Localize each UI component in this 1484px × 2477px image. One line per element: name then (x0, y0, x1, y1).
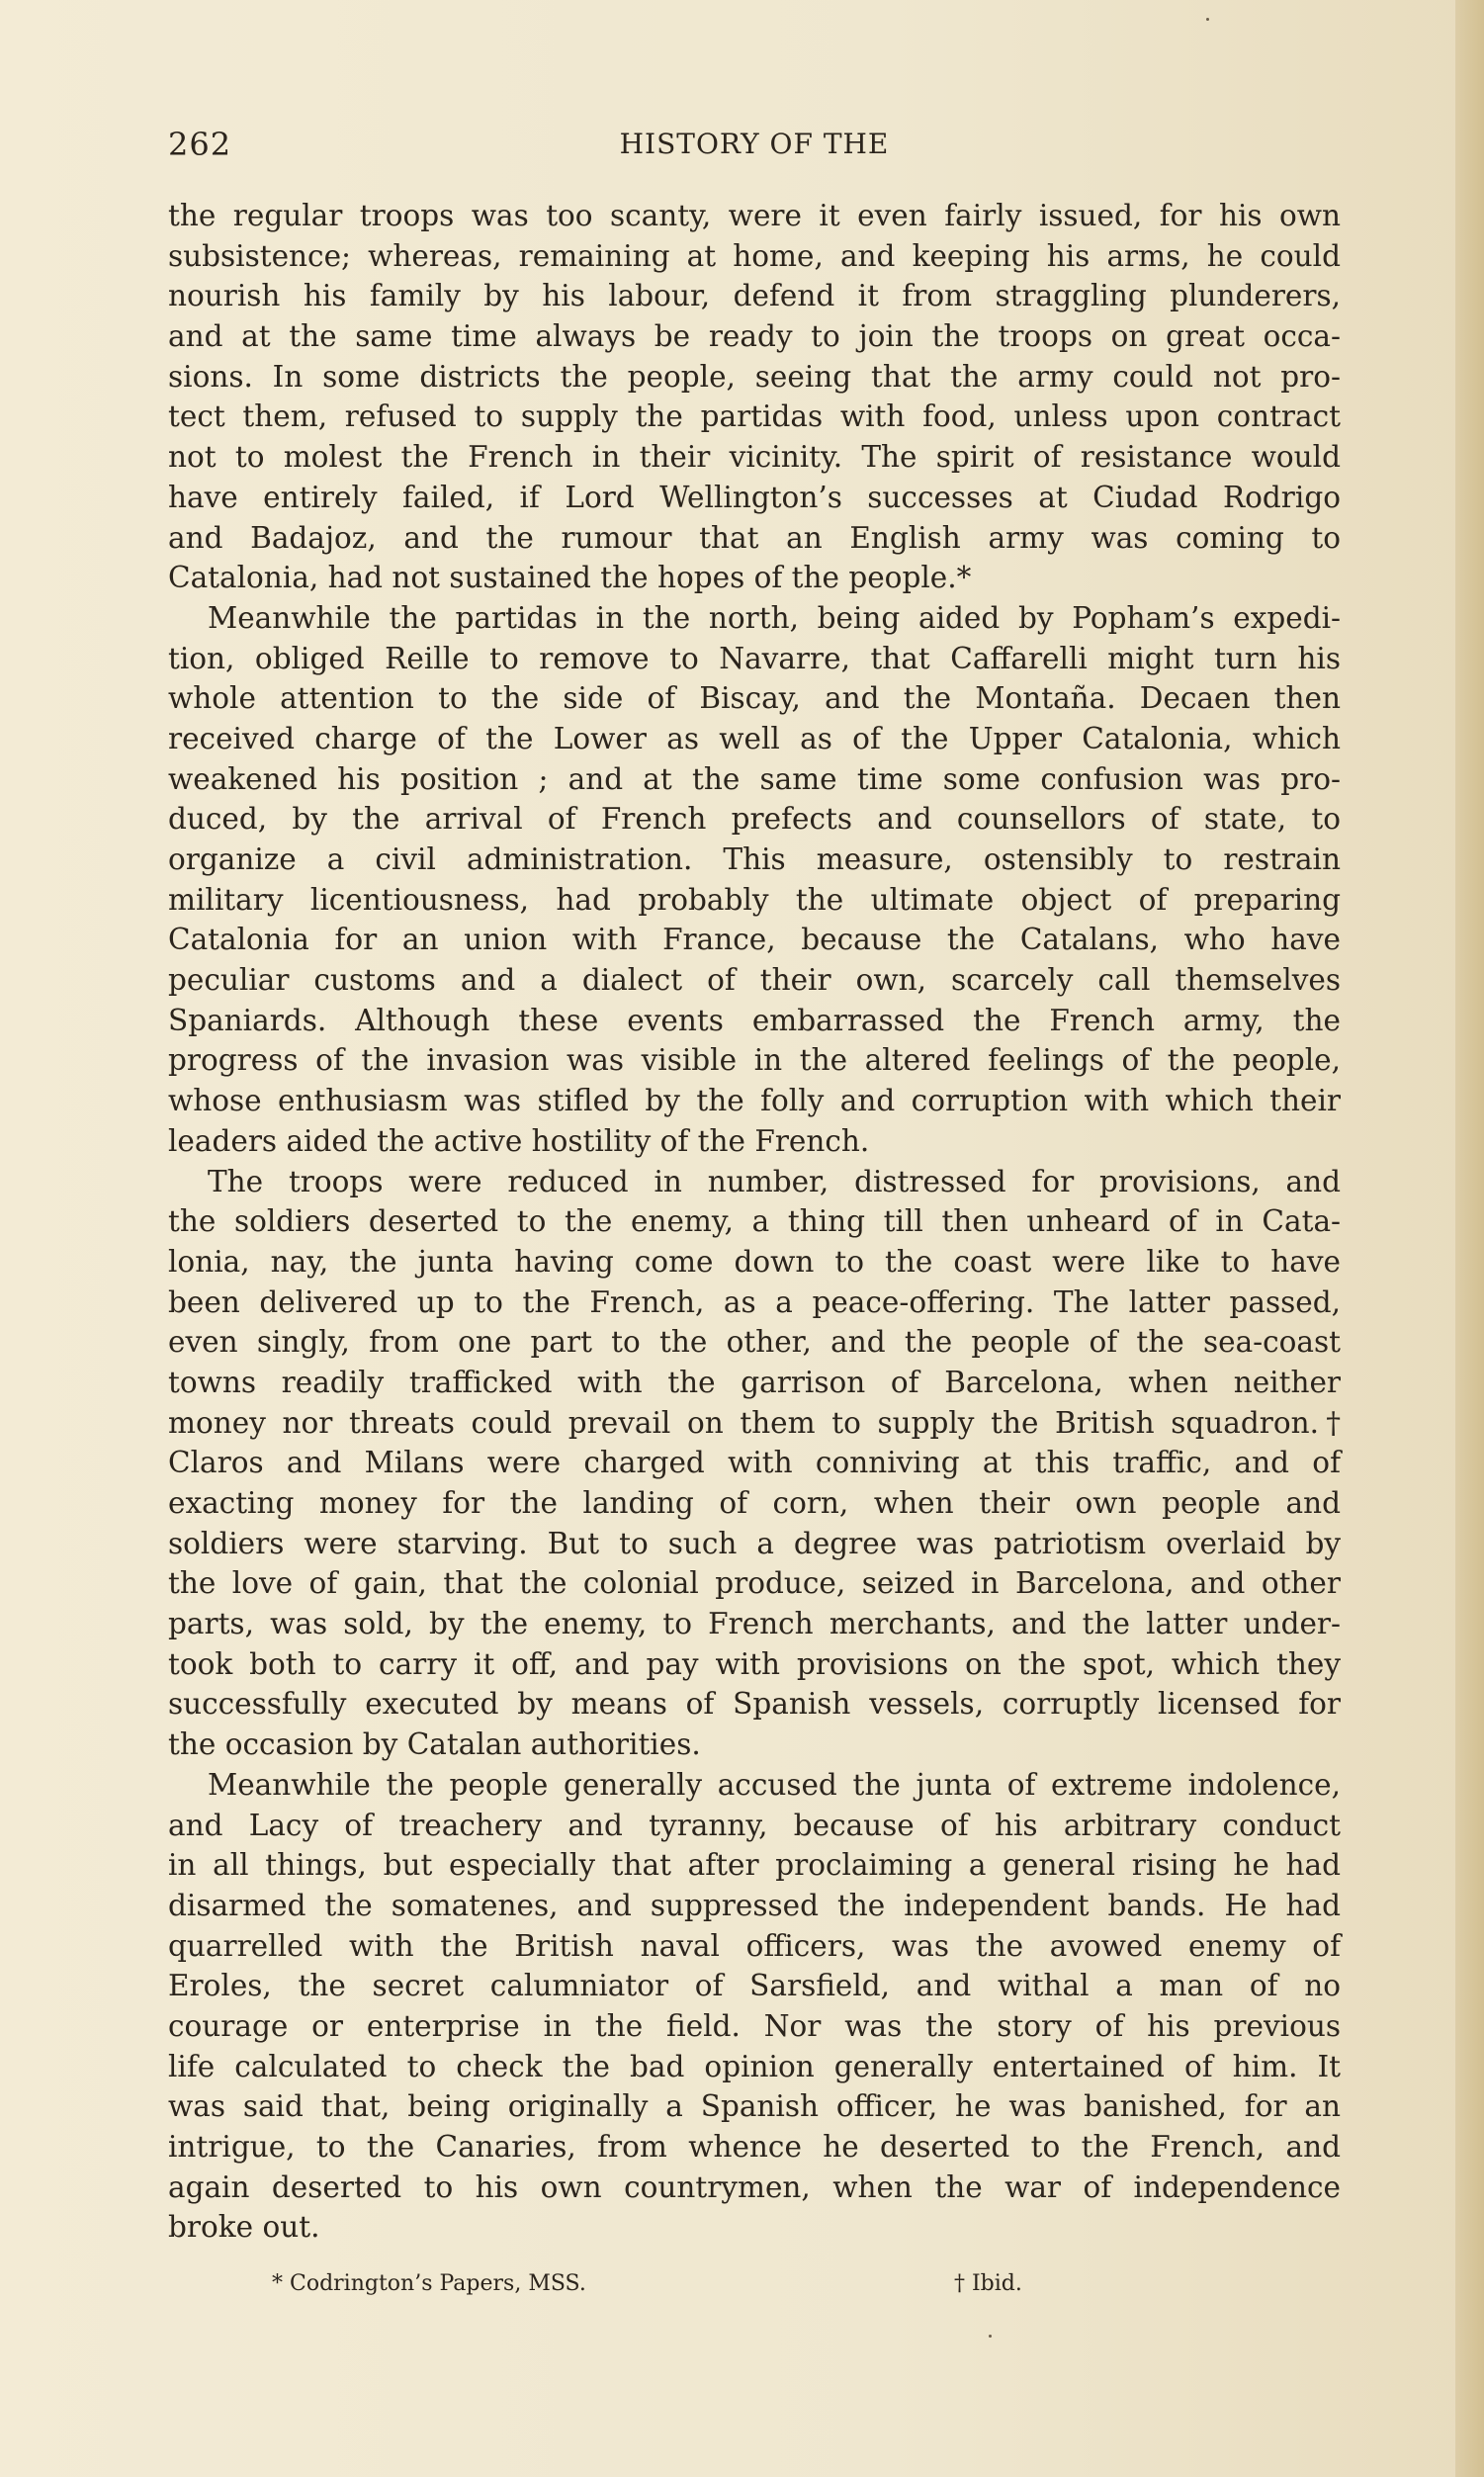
footnotes (272, 2267, 1162, 2307)
text-line-47: life calculated to check the bad opinion generally entertained of him. It (168, 2049, 1341, 2083)
text-line-34: soldiers were starving. But to such a degree was patriotism overlaid by (168, 1526, 1341, 1560)
text-line-2: subsistence; whereas, remaining at home, and keeping his arms, he could (168, 238, 1341, 273)
text-line-11: Meanwhile the partidas in the north, being aided by Popham’s expedi- (208, 600, 1341, 635)
text-line-21: Spaniards. Although these events embarrassed the French army, the (168, 1003, 1341, 1037)
text-line-8: have entirely failed, if Lord Wellington’s successes at Ciudad Rodrigo (168, 480, 1341, 514)
text-line-15: weakened his position ; and at the same time some confusion was pro- (168, 761, 1341, 796)
text-line-22: progress of the invasion was visible in the altered feelings of the people, (168, 1043, 1341, 1078)
text-line-39: the occasion by Catalan authorities. (168, 1727, 701, 1762)
text-line-44: quarrelled with the British naval officers, was the avowed enemy of (168, 1928, 1341, 1963)
text-line-46: courage or enterprise in the field. Nor was the story of his previous (168, 2008, 1341, 2043)
text-line-23: whose enthusiasm was stifled by the folly and corruption with which their (168, 1084, 1341, 1118)
text-line-3: nourish his family by his labour, defend it from straggling plunderers, (168, 279, 1341, 313)
text-line-51: broke out. (168, 2210, 320, 2245)
text-line-12: tion, obliged Reille to remove to Navarre, that Caffarelli might turn his (168, 641, 1341, 675)
text-line-7: not to molest the French in their vicinity. The spirit of resistance would (168, 440, 1341, 475)
text-line-5: sions. In some districts the people, seeing that the army could not pro- (168, 359, 1341, 394)
page-edge-shadow (1455, 0, 1484, 2477)
main-text (168, 196, 1341, 2248)
text-line-28: been delivered up to the French, as a peace-offering. The latter passed, (168, 1284, 1341, 1319)
page-speck (1206, 18, 1209, 21)
text-line-33: exacting money for the landing of corn, when their own people and (168, 1486, 1341, 1520)
text-line-9: and Badajoz, and the rumour that an English army was coming to (168, 520, 1341, 555)
footnote-codrington: * Codrington’s Papers, MSS. (272, 2271, 586, 2296)
text-line-19: Catalonia for an union with France, because the Catalans, who have (168, 923, 1341, 957)
text-line-26: the soldiers deserted to the enemy, a thing till then unheard of in Cata- (168, 1204, 1341, 1239)
text-line-41: and Lacy of treachery and tyranny, because of his arbitrary conduct (168, 1808, 1341, 1842)
text-line-40: Meanwhile the people generally accused the junta of extreme indolence, (208, 1767, 1341, 1802)
text-line-16: duced, by the arrival of French prefects and counsellors of state, to (168, 802, 1341, 837)
footnote-ibid: † Ibid. (954, 2271, 1022, 2296)
text-line-38: successfully executed by means of Spanish vessels, corruptly licensed for (168, 1687, 1341, 1722)
text-line-29: even singly, from one part to the other, and the people of the sea-coast (168, 1325, 1341, 1360)
text-line-45: Eroles, the secret calumniator of Sarsfield, and withal a man of no (168, 1969, 1341, 2003)
page-header (168, 126, 1341, 171)
text-line-32: Claros and Milans were charged with conniving at this traffic, and of (168, 1446, 1341, 1480)
page-number: 262 (168, 126, 232, 163)
text-line-10: Catalonia, had not sustained the hopes of the people.* (168, 561, 972, 595)
text-line-17: organize a civil administration. This measure, ostensibly to restrain (168, 842, 1341, 876)
text-line-50: again deserted to his own countrymen, when the war of independence (168, 2169, 1341, 2204)
text-line-42: in all things, but especially that after proclaiming a general rising he had (168, 1848, 1341, 1883)
text-line-36: parts, was sold, by the enemy, to French merchants, and the latter under- (168, 1607, 1341, 1641)
text-line-49: intrigue, to the Canaries, from whence he deserted to the French, and (168, 2130, 1341, 2164)
text-line-35: the love of gain, that the colonial produce, seized in Barcelona, and other (168, 1566, 1341, 1601)
text-line-1: the regular troops was too scanty, were it even fairly issued, for his own (168, 199, 1341, 232)
text-line-43: disarmed the somatenes, and suppressed the independent bands. He had (168, 1888, 1341, 1922)
running-head: HISTORY OF THE (619, 128, 890, 160)
text-line-18: military licentiousness, had probably the ultimate object of preparing (168, 882, 1341, 917)
text-line-37: took both to carry it off, and pay with provisions on the spot, which they (168, 1646, 1341, 1681)
text-line-27: lonia, nay, the junta having come down to the coast were like to have (168, 1244, 1341, 1279)
text-line-24: leaders aided the active hostility of the French. (168, 1123, 870, 1158)
text-line-13: whole attention to the side of Biscay, and the Montaña. Decaen then (168, 681, 1341, 716)
text-line-4: and at the same time always be ready to join the troops on great occa- (168, 319, 1341, 354)
text-line-14: received charge of the Lower as well as of the Upper Catalonia, which (168, 721, 1341, 755)
text-line-31: money nor threats could prevail on them to supply the British squadron.† (168, 1405, 1341, 1440)
text-line-20: peculiar customs and a dialect of their own, scarcely call themselves (168, 963, 1341, 998)
text-line-30: towns readily trafficked with the garrison of Barcelona, when neither (168, 1365, 1341, 1399)
text-line-25: The troops were reduced in number, distressed for provisions, and (208, 1164, 1341, 1198)
text-line-48: was said that, being originally a Spanish officer, he was banished, for an (168, 2089, 1341, 2124)
text-line-6: tect them, refused to supply the partidas with food, unless upon contract (168, 399, 1341, 434)
page-speck (989, 2335, 992, 2338)
